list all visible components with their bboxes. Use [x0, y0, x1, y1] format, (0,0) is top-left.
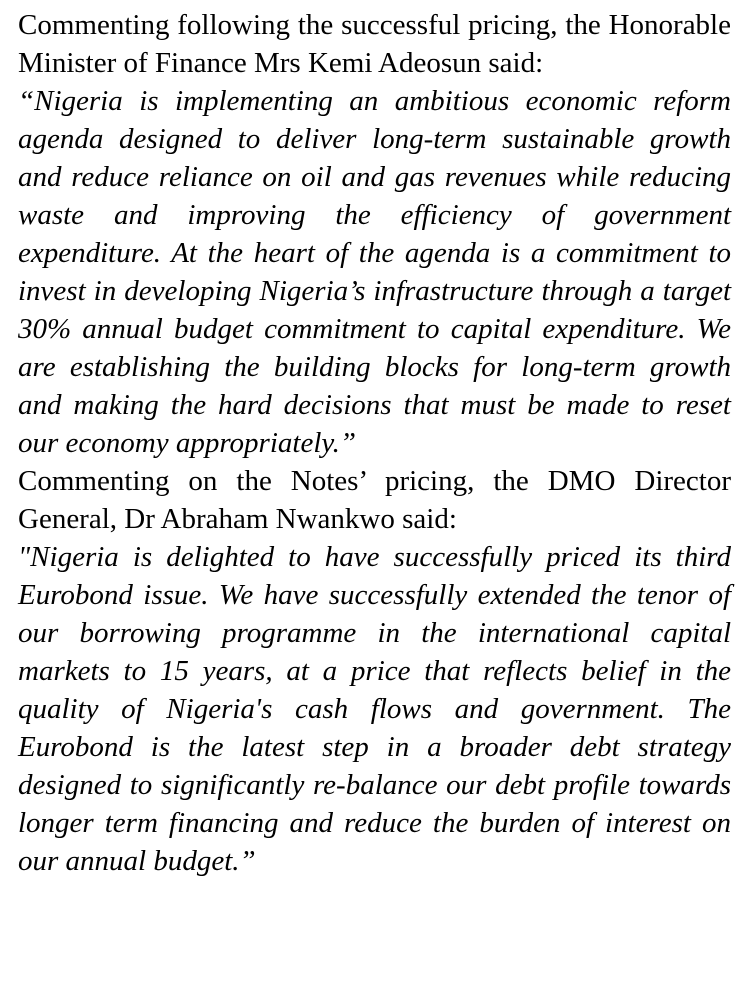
- document-body: [18, 6, 731, 880]
- minister-quote-paragraph: “Nigeria is implementing an ambitious economic reform agenda designed to deliver long-term sustainable growth and reduce reliance on oil and gas revenues while reducing waste and improving the efficiency of government expenditure. At the heart of the agenda is a commitment to invest in developing Nigeria’s infrastructure through a target 30% annual budget commitment to capital expenditure. We are establishing the building blocks for long-term growth and making the hard decisions that must be made to reset our economy appropriately.”: [18, 85, 731, 459]
- dmo-intro-paragraph: Commenting on the Notes’ pricing, the DMO Director General, Dr Abraham Nwankwo said:: [18, 465, 731, 535]
- minister-intro-paragraph: Commenting following the successful pricing, the Honorable Minister of Finance Mrs Kemi Adeosun said:: [18, 9, 731, 79]
- dmo-quote-paragraph: "Nigeria is delighted to have successfully priced its third Eurobond issue. We have successfully extended the tenor of our borrowing programme in the international capital markets to 15 years, at a price that reflects belief in the quality of Nigeria's cash flows and government. The Eurobond is the latest step in a broader debt strategy designed to significantly re-balance our debt profile towards longer term financing and reduce the burden of interest on our annual budget.”: [18, 541, 731, 877]
